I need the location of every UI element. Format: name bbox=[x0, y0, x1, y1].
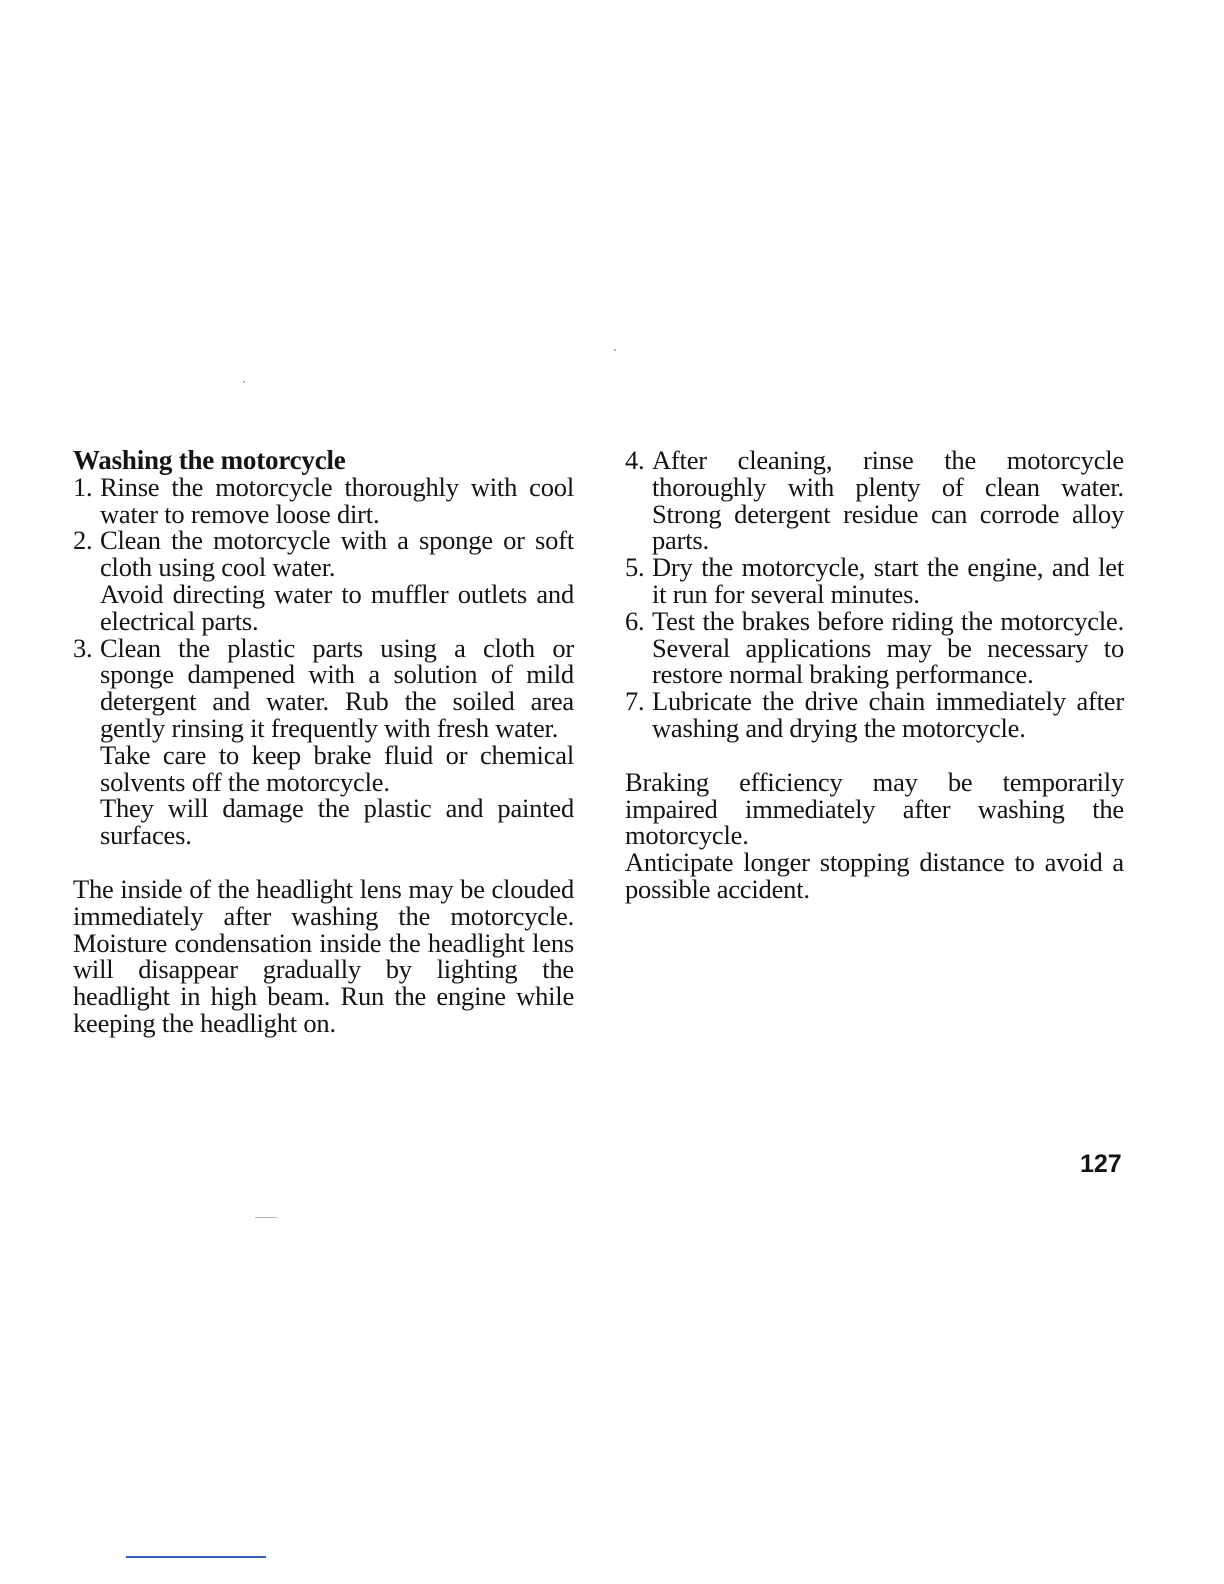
washing-steps-right bbox=[625, 447, 1124, 742]
step-item bbox=[73, 527, 574, 634]
step-number: 3. bbox=[73, 632, 93, 663]
step-number: 4. bbox=[625, 445, 645, 475]
step-text: Test the brakes before riding the motorcycle. Several applications may be necessary to restore normal braking performance. bbox=[652, 605, 1124, 690]
step-text: After cleaning, rinse the motorcycle thoroughly with plenty of clean water. Strong detergent residue can corrode alloy parts. bbox=[652, 445, 1124, 556]
section-heading: Washing the motorcycle bbox=[73, 445, 346, 475]
step-text: Avoid directing water to muffler outlets and electrical parts. bbox=[100, 578, 574, 636]
step-text: Clean the plastic parts using a cloth or sponge dampened with a solution of mild detergent and water. Rub the soiled area gently rinsing it frequently with fresh water. bbox=[100, 632, 574, 743]
step-item bbox=[73, 632, 574, 851]
blue-rule-line bbox=[126, 1556, 266, 1558]
right-column bbox=[625, 447, 1124, 903]
page-number: 127 bbox=[1080, 1150, 1122, 1178]
step-number: 1. bbox=[73, 471, 93, 502]
step-text: Clean the motorcycle with a sponge or soft cloth using cool water. bbox=[100, 525, 574, 583]
headlight-note: The inside of the headlight lens may be clouded immediately after washing the motorcycle. Moisture condensation inside the headlight lens will disappear gradually by lighting the headlight in high beam. Run the engine while keeping the headlight on. bbox=[73, 873, 574, 1038]
braking-warning: Anticipate longer stopping distance to avoid a possible accident. bbox=[625, 847, 1124, 904]
step-item bbox=[625, 605, 1124, 690]
step-text: Lubricate the drive chain immediately after washing and drying the motorcycle. bbox=[652, 686, 1124, 743]
step-text: Take care to keep brake fluid or chemical solvents off the motorcycle. bbox=[100, 739, 574, 797]
step-number: 6. bbox=[625, 605, 645, 636]
left-column bbox=[73, 447, 574, 1037]
step-item bbox=[625, 447, 1124, 554]
washing-steps-left bbox=[73, 471, 574, 851]
scan-speck bbox=[243, 381, 245, 383]
braking-warning: Braking efficiency may be temporarily impaired immediately after washing the motorcycle. bbox=[625, 766, 1124, 851]
step-text: They will damage the plastic and painted surfaces. bbox=[100, 793, 574, 851]
spacer bbox=[73, 849, 574, 876]
step-item bbox=[625, 688, 1124, 742]
step-item bbox=[625, 554, 1124, 608]
step-number: 7. bbox=[625, 686, 645, 717]
step-text: Dry the motorcycle, start the engine, and let it run for several minutes. bbox=[652, 552, 1124, 609]
step-item bbox=[73, 471, 574, 529]
scan-mark bbox=[255, 1217, 277, 1218]
step-text: Rinse the motorcycle thoroughly with cool water to remove loose dirt. bbox=[100, 471, 574, 529]
step-number: 2. bbox=[73, 525, 93, 556]
spacer bbox=[625, 742, 1124, 769]
scan-speck bbox=[614, 349, 616, 351]
step-number: 5. bbox=[625, 552, 645, 583]
